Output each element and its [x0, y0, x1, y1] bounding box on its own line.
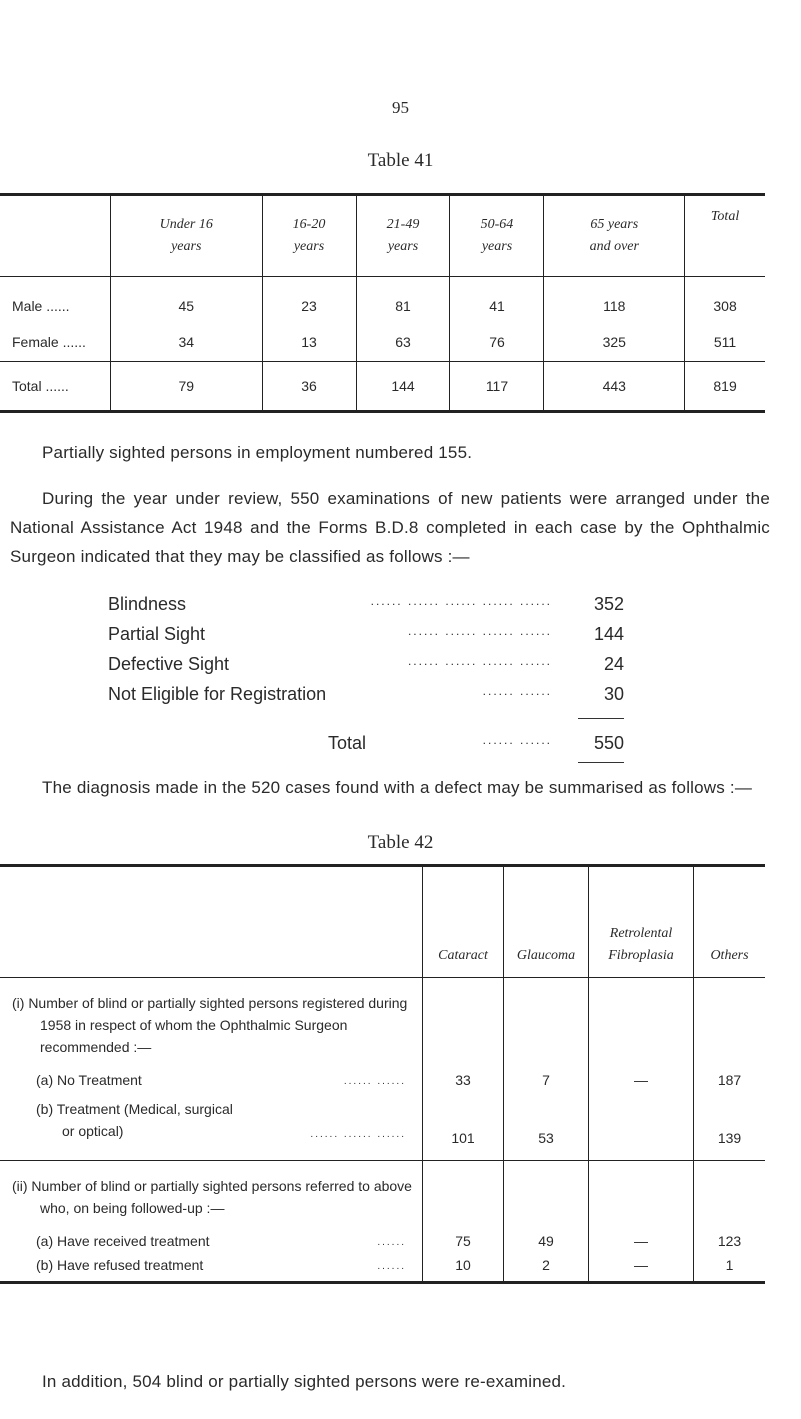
cell: 117: [450, 362, 544, 412]
row-label: Total ......: [12, 378, 69, 394]
classification-value: 24: [603, 654, 624, 674]
cell: 76: [450, 323, 544, 362]
classification-value: 30: [603, 684, 624, 704]
cell: 75: [423, 1219, 504, 1249]
row-label: (b) Treatment (Medical, surgical or optical) ...... ...... ......: [36, 1101, 406, 1140]
cell: 36: [262, 362, 356, 412]
cell: 10: [423, 1249, 504, 1283]
table-row-female: [0, 323, 765, 362]
classification-label: Partial Sight: [108, 624, 206, 644]
header-under-16: Under 16 years: [111, 195, 263, 277]
classification-total-row: [328, 733, 624, 763]
classification-value: 144: [593, 624, 624, 644]
cell: 511: [685, 323, 765, 362]
table-row-male: [0, 277, 765, 324]
cell: 118: [544, 277, 685, 324]
section-ii-heading-row: [0, 1161, 765, 1220]
cell: [694, 978, 766, 1059]
cell: [589, 978, 694, 1059]
classification-row: [108, 684, 624, 714]
cell: [504, 978, 589, 1059]
classification-total-label: Total: [328, 733, 367, 753]
page-number: 95: [392, 98, 409, 117]
leader-dots: ...... ...... ...... ......: [407, 654, 552, 668]
table-41-header-row: [0, 195, 765, 277]
cell: 45: [111, 277, 263, 324]
cell: 101: [423, 1088, 504, 1161]
cell: 34: [111, 323, 263, 362]
classification-row: [108, 624, 624, 654]
section-ii-heading: (ii) Number of blind or partially sighted persons referred to above who, on being followed-up :—: [12, 1178, 412, 1216]
cell: 139: [694, 1088, 766, 1161]
table-row-total: [0, 362, 765, 412]
cell: 41: [450, 277, 544, 324]
classification-label: Defective Sight: [108, 654, 230, 674]
table-41-title: Table 41: [367, 150, 434, 171]
cell: 23: [262, 277, 356, 324]
cell: 2: [504, 1249, 589, 1283]
cell: 123: [694, 1219, 766, 1249]
table-row: [0, 1249, 765, 1283]
table-row: [0, 1058, 765, 1088]
cell: 325: [544, 323, 685, 362]
table-41-corner: [0, 195, 111, 277]
classification-value: 352: [593, 594, 624, 614]
cell: [694, 1161, 766, 1220]
header-others: Others: [694, 866, 766, 978]
classification-label: Not Eligible for Registration: [108, 684, 327, 704]
table-row: [0, 1219, 765, 1249]
table-41: [0, 193, 765, 413]
cell: 7: [504, 1058, 589, 1088]
cell: 33: [423, 1058, 504, 1088]
sum-rule-bottom: [578, 762, 624, 763]
row-label: Male ......: [12, 298, 70, 314]
header-cataract: Cataract: [423, 866, 504, 978]
header-retrolental-fibroplasia: Retrolental Fibroplasia: [589, 866, 694, 978]
table-42: [0, 864, 765, 1284]
classification-label: Blindness: [108, 594, 187, 614]
table-42-title: Table 42: [367, 832, 434, 853]
cell: 53: [504, 1088, 589, 1161]
table-42-corner: [0, 866, 423, 978]
cell: 79: [111, 362, 263, 412]
classification-total-value: 550: [593, 733, 624, 753]
header-50-64: 50-64 years: [450, 195, 544, 277]
cell: 308: [685, 277, 765, 324]
classification-row: [108, 594, 624, 624]
header-65-over: 65 years and over: [544, 195, 685, 277]
leader-dots: ...... ......: [482, 684, 552, 698]
row-label: (b) Have refused treatment ......: [36, 1257, 406, 1273]
table-row: [0, 1088, 765, 1161]
closing-paragraph: In addition, 504 blind or partially sighted persons were re-examined.: [42, 1372, 567, 1391]
cell: 819: [685, 362, 765, 412]
section-i-heading: (i) Number of blind or partially sighted persons registered during 1958 in respect of whom the Ophthalmic Surgeon recommended :—: [12, 995, 408, 1055]
cell: 187: [694, 1058, 766, 1088]
diagnosis-paragraph: The diagnosis made in the 520 cases found with a defect may be summarised as follows :—: [42, 778, 753, 797]
cell: 144: [356, 362, 450, 412]
cell: [423, 1161, 504, 1220]
row-label: (a) Have received treatment ......: [36, 1233, 406, 1249]
cell: [423, 978, 504, 1059]
leader-dots: ...... ...... ...... ...... ......: [370, 594, 552, 608]
employment-paragraph: Partially sighted persons in employment numbered 155.: [42, 443, 473, 462]
cell: —: [589, 1249, 694, 1283]
cell: 81: [356, 277, 450, 324]
cell: 49: [504, 1219, 589, 1249]
row-label: (a) No Treatment ...... ......: [36, 1072, 406, 1088]
cell: —: [589, 1058, 694, 1088]
cell: 13: [262, 323, 356, 362]
cell: 63: [356, 323, 450, 362]
table-42-header-row: [0, 866, 765, 978]
header-21-49: 21-49 years: [356, 195, 450, 277]
row-label: Female ......: [12, 334, 86, 350]
section-i-heading-row: [0, 978, 765, 1059]
examinations-paragraph: During the year under review, 550 examinations of new patients were arranged under the National Assistance Act 1948 and the Forms B.D.8 completed in each case by the Ophthalmic Surgeon indicated that they may be classified as follows :—: [10, 489, 770, 566]
header-total: Total: [685, 195, 765, 277]
cell: [589, 1161, 694, 1220]
cell: [504, 1161, 589, 1220]
cell: 1: [694, 1249, 766, 1283]
cell: 443: [544, 362, 685, 412]
sum-rule-top: [578, 718, 624, 719]
cell: —: [589, 1219, 694, 1249]
classification-row: [108, 654, 624, 684]
header-16-20: 16-20 years: [262, 195, 356, 277]
leader-dots: ...... ...... ...... ......: [407, 624, 552, 638]
cell: [589, 1088, 694, 1161]
leader-dots: ...... ......: [482, 733, 552, 747]
header-glaucoma: Glaucoma: [504, 866, 589, 978]
